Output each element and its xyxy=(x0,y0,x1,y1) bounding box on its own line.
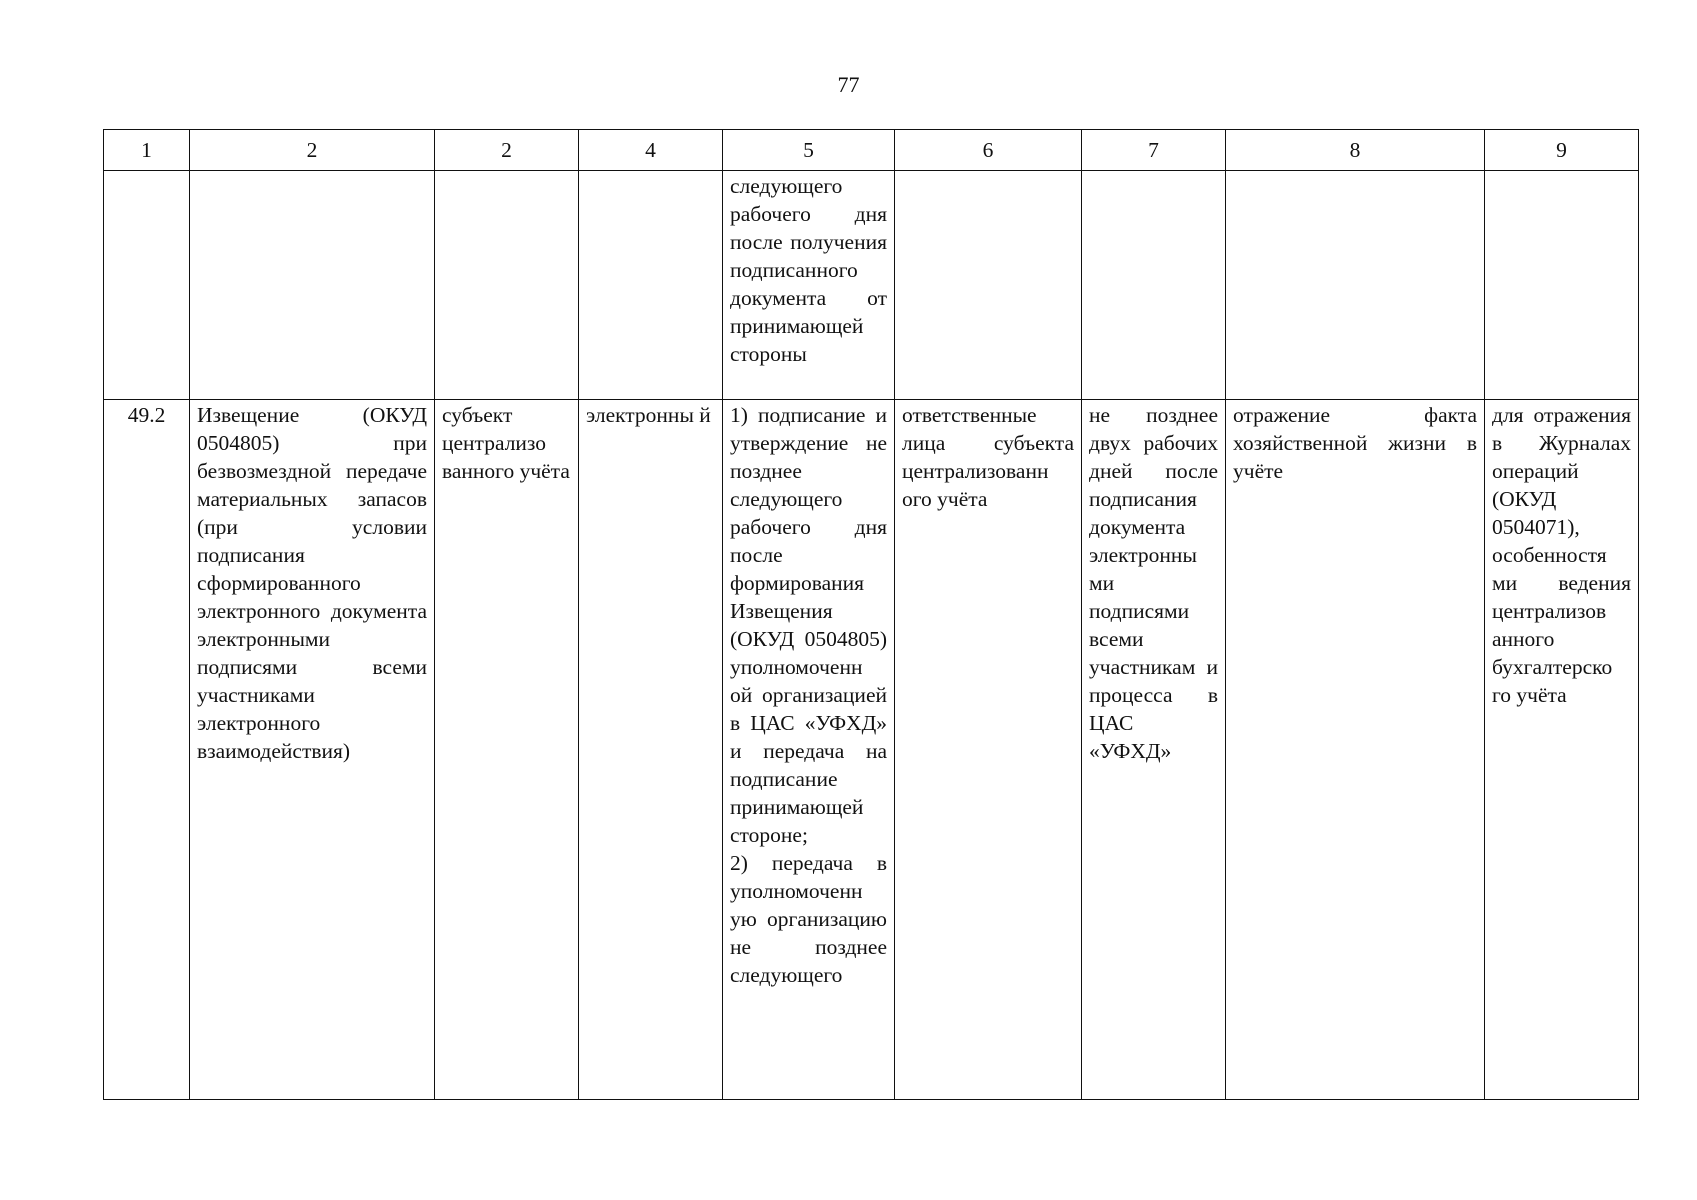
column-header-6: 6 xyxy=(895,130,1082,171)
page-number: 77 xyxy=(837,72,860,97)
document-table xyxy=(103,129,1639,1100)
table-cell xyxy=(435,400,579,1100)
table-cell xyxy=(1226,400,1485,1100)
table-cell xyxy=(190,400,435,1100)
table-cell xyxy=(1485,171,1639,400)
table-cell xyxy=(1226,171,1485,400)
column-header-4: 4 xyxy=(579,130,723,171)
table-cell xyxy=(190,171,435,400)
column-header-9: 9 xyxy=(1485,130,1639,171)
table-cell xyxy=(435,171,579,400)
table-cell xyxy=(104,171,190,400)
purpose-text: отражение факта хозяйственной жизни в учёте xyxy=(1233,403,1477,483)
row-number: 49.2 xyxy=(127,403,166,427)
table-row xyxy=(104,171,1639,400)
responsible-persons: ответственные лица субъекта централизованн ого учёта xyxy=(902,403,1074,511)
column-header-8: 8 xyxy=(1226,130,1485,171)
table-header-row xyxy=(104,130,1639,171)
column-header-3: 2 xyxy=(435,130,579,171)
document-form: электронны й xyxy=(586,403,711,427)
table-cell xyxy=(723,400,895,1100)
responsible-subject: субъект централизо ванного учёта xyxy=(442,403,570,483)
table-cell xyxy=(723,171,895,400)
document-name: Извещение (ОКУД 0504805) при безвозмездной передаче материальных запасов (при условии подписания сформированного электронного документа электронными подписями всеми участниками электронного взаимодействия) xyxy=(197,403,427,763)
table-cell xyxy=(895,171,1082,400)
table-cell xyxy=(1082,400,1226,1100)
procedure-text: 1) подписание и утверждение не позднее следующего рабочего дня после формирования Извещения (ОКУД 0504805) уполномоченн ой организацией в ЦАС «УФХД» и передача на подписание принимающей стороне; 2) передача в уполномоченн ую организацию не позднее следующего xyxy=(730,403,887,987)
notes-text: для отражения в Журналах операций (ОКУД 0504071), особенностя ми ведения централизов анного бухгалтерско го учёта xyxy=(1492,403,1631,707)
cell-text: следующего рабочего дня после получения подписанного документа от принимающей стороны xyxy=(730,174,887,366)
table-cell xyxy=(579,171,723,400)
column-header-5: 5 xyxy=(723,130,895,171)
table-cell xyxy=(104,400,190,1100)
table-row xyxy=(104,400,1639,1100)
column-header-2: 2 xyxy=(190,130,435,171)
column-header-7: 7 xyxy=(1082,130,1226,171)
table-cell xyxy=(1485,400,1639,1100)
column-header-1: 1 xyxy=(104,130,190,171)
table-cell xyxy=(1082,171,1226,400)
deadline-text: не позднее двух рабочих дней после подписания документа электронны ми подписями всеми участникам и процесса в ЦАС «УФХД» xyxy=(1089,403,1218,763)
table-cell xyxy=(579,400,723,1100)
table-cell xyxy=(895,400,1082,1100)
